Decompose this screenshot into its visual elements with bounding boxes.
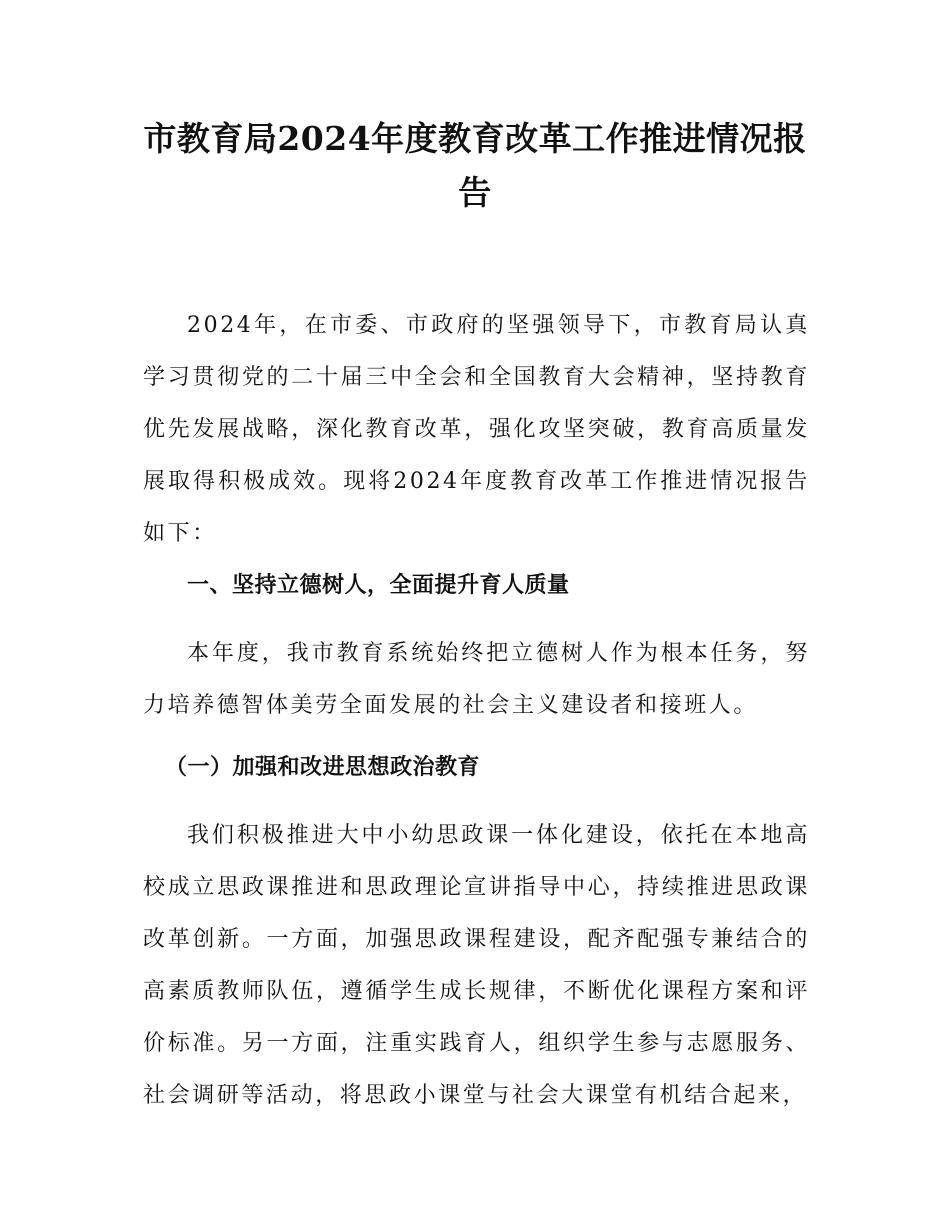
section-heading-1: 一、坚持立德树人，全面提升育人质量 bbox=[187, 573, 570, 598]
document-title: 市教育局2024年度教育改革工作推进情况报告 bbox=[143, 119, 807, 212]
section-1-paragraph: 本年度，我市教育系统始终把立德树人作为根本任务，努力培养德智体美劳全面发展的社会主义建设者和接班人。 bbox=[143, 641, 810, 718]
subsection-1-paragraph: 我们积极推进大中小幼思政课一体化建设，依托在本地高校成立思政课推进和思政理论宣讲指导中心，持续推进思政课改革创新。一方面，加强思政课程建设，配齐配强专兼结合的高素质教师队伍，遵循学生成长规律，不断优化课程方案和评价标准。另一方面，注重实践育人，组织学生参与志愿服务、社会调研等活动，将思政小课堂与社会大课堂有机结合起来， bbox=[143, 823, 810, 1108]
subsection-heading-1: （一）加强和改进思想政治教育 bbox=[165, 755, 481, 780]
intro-paragraph: 2024年，在市委、市政府的坚强领导下，市教育局认真学习贯彻党的二十届三中全会和全国教育大会精神，坚持教育优先发展战略，深化教育改革，强化攻坚突破，教育高质量发展取得积极成效。现将2024年度教育改革工作推进情况报告如下： bbox=[143, 313, 810, 546]
